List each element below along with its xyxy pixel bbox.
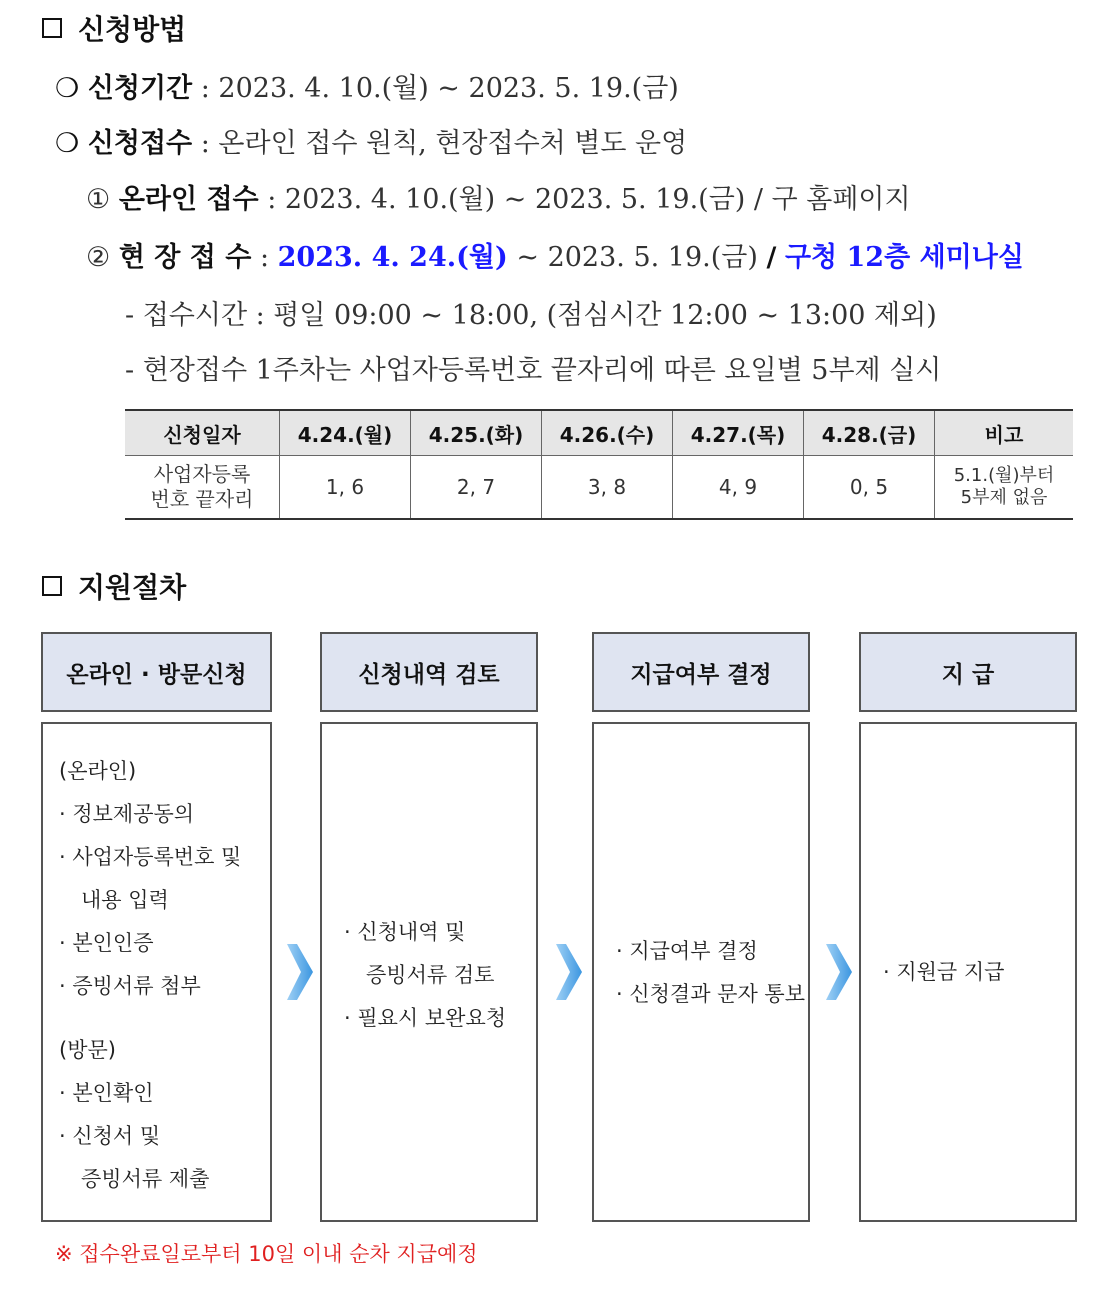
list-item: · 정보제공동의 [59,802,195,826]
step-header-decision [592,632,810,712]
circled-number-1: ① [86,184,111,215]
table-cell: 1, 6 [280,456,411,520]
list-item: · 신청내역 및 [344,920,466,944]
step-body-apply [41,722,272,1222]
remark-line: 5부제 없음 [960,487,1048,508]
table-header-row [125,410,1073,456]
step-body-decision [592,722,810,1222]
list-item: · 사업자등록번호 및 [59,845,242,869]
table-header-cell: 비고 [935,410,1074,456]
row-label-cell [125,456,280,520]
chevron-right-icon [287,944,313,1000]
section-title-support-procedure [42,566,186,606]
table-header-cell: 4.24.(월) [280,410,411,456]
step-title: 온라인 · 방문신청 [66,661,247,688]
table-cell: 0, 5 [804,456,935,520]
payment-schedule-note: ※ 접수완료일로부터 10일 이내 순차 지급예정 [55,1242,478,1266]
table-cell: 2, 7 [411,456,542,520]
step-title: 신청내역 검토 [358,661,500,688]
onsite-end-date: ~ 2023. 5. 19.(금) [516,242,758,273]
circle-bullet-icon: ❍ [55,73,80,104]
onsite-intake-line [86,235,1024,274]
weekday-rotation-note: - 현장접수 1주차는 사업자등록번호 끝자리에 따른 요일별 5부제 실시 [125,355,942,386]
circled-number-2: ② [86,242,111,273]
period-line [55,66,679,105]
table-header-cell: 4.26.(수) [542,410,673,456]
step-body-text [616,930,805,1016]
step-title: 지급여부 결정 [630,661,772,688]
table-header-cell: 4.27.(목) [673,410,804,456]
period-value: : 2023. 4. 10.(월) ~ 2023. 5. 19.(금) [200,73,679,104]
online-intake-value: : 2023. 4. 10.(월) ~ 2023. 5. 19.(금) / 구 홈페이지 [267,184,911,215]
section-title-text: 신청방법 [78,13,187,46]
list-item: · 신청결과 문자 통보 [616,982,805,1006]
step-body-text [883,951,1004,994]
list-item: · 지원금 지급 [883,960,1005,984]
period-label: 신청기간 [87,73,193,104]
step-title: 지 급 [941,661,995,688]
online-intake-label: 온라인 접수 [118,184,259,215]
table-header-cell: 4.28.(금) [804,410,935,456]
step-header-review [320,632,538,712]
step-body-payment [859,722,1077,1222]
table-row [125,456,1073,520]
list-item: 증빙서류 제출 [81,1167,210,1191]
table-cell: 4, 9 [673,456,804,520]
list-item: · 본인확인 [59,1081,154,1105]
section-title-text: 지원절차 [78,571,187,604]
table-cell: 3, 8 [542,456,673,520]
row-label-line: 번호 끝자리 [150,487,254,511]
table-header-cell: 4.25.(화) [411,410,542,456]
intake-value: : 온라인 접수 원칙, 현장접수처 별도 운영 [200,128,688,159]
list-item: · 증빙서류 첨부 [59,974,201,998]
onsite-place: 구청 12층 세미나실 [784,242,1024,273]
section-title-apply-method [42,8,186,48]
step-body-text [344,911,506,1040]
list-item: (온라인) [59,759,137,783]
step-header-payment [859,632,1077,712]
checkbox-square-icon [42,576,62,596]
list-item: · 신청서 및 [59,1124,161,1148]
chevron-right-icon [556,944,582,1000]
onsite-slash: / [766,242,777,273]
remark-cell [935,456,1074,520]
list-item: 증빙서류 검토 [366,963,495,987]
list-item: · 본인인증 [59,931,154,955]
list-item: · 필요시 보완요청 [344,1006,507,1030]
table-header-cell: 신청일자 [125,410,280,456]
rotation-schedule-table [125,409,1073,520]
step-body-text [59,750,241,1201]
intake-line [55,121,687,160]
list-item: 내용 입력 [81,888,169,912]
chevron-right-icon [826,944,852,1000]
online-intake-line [86,177,911,216]
onsite-intake-label: 현 장 접 수 [118,242,252,273]
onsite-start-date: 2023. 4. 24.(월) [277,242,508,273]
row-label-line: 사업자등록 [153,462,251,486]
circle-bullet-icon: ❍ [55,128,80,159]
step-header-apply [41,632,272,712]
list-item: (방문) [59,1038,116,1062]
intake-label: 신청접수 [87,128,193,159]
remark-line: 5.1.(월)부터 [953,464,1055,486]
checkbox-square-icon [42,18,62,38]
intake-hours-note: - 접수시간 : 평일 09:00 ~ 18:00, (점심시간 12:00 ~ 13:00 제외) [125,300,937,331]
list-item: · 지급여부 결정 [616,939,758,963]
onsite-colon: : [259,242,270,273]
step-body-review [320,722,538,1222]
